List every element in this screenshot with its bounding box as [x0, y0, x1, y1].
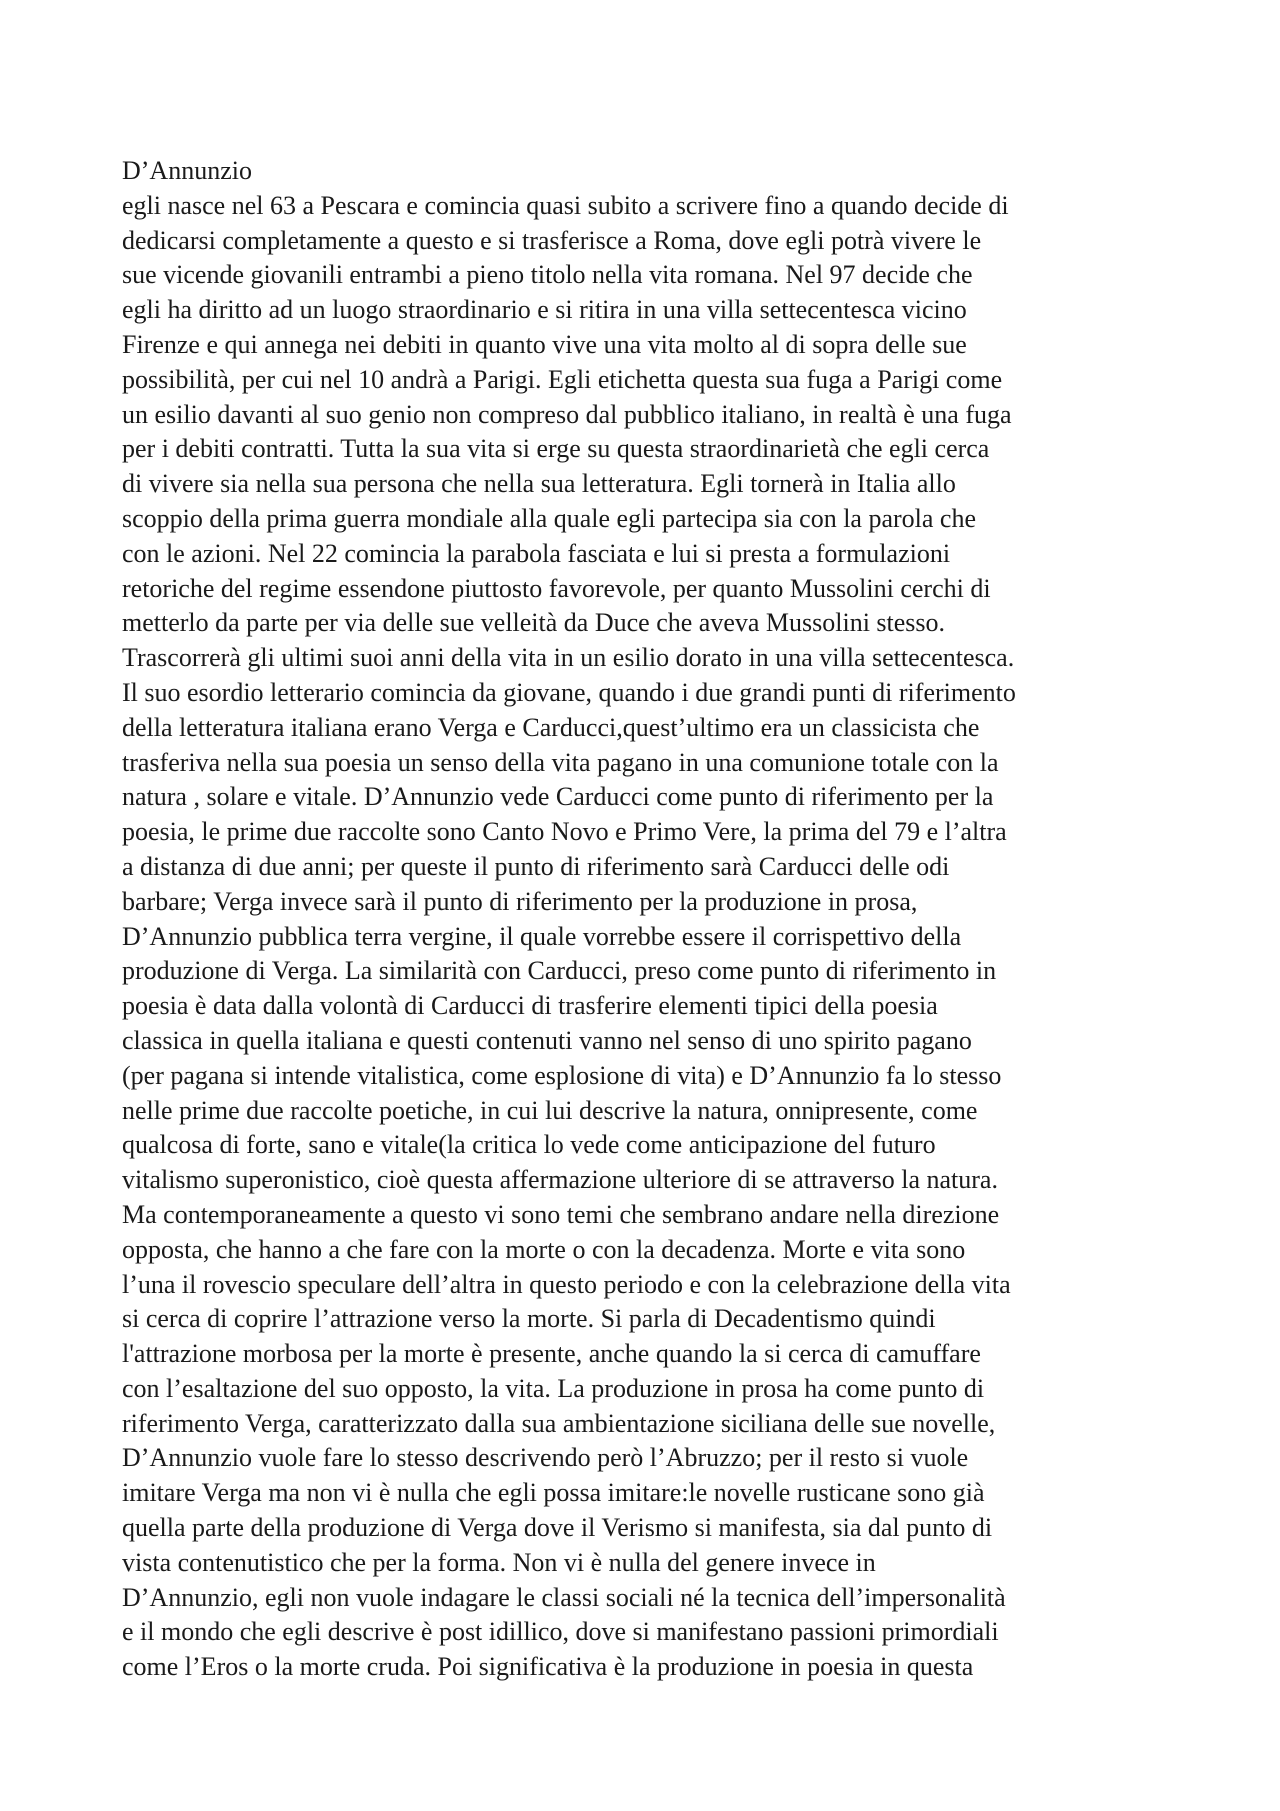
text-line: Il suo esordio letterario comincia da giovane, quando i due grandi punti di riferimento	[122, 677, 1016, 707]
document-body	[122, 154, 1172, 1685]
text-line: della letteratura italiana erano Verga e Carducci,quest’ultimo era un classicista che	[122, 712, 980, 742]
text-line: natura , solare e vitale. D’Annunzio vede Carducci come punto di riferimento per la	[122, 782, 994, 812]
text-line: (per pagana si intende vitalistica, come esplosione di vita) e D’Annunzio fa lo stesso	[122, 1060, 1002, 1090]
text-line: egli ha diritto ad un luogo straordinario e si ritira in una villa settecentesca vicino	[122, 295, 967, 325]
text-line: e il mondo che egli descrive è post idillico, dove si manifestano passioni primordiali	[122, 1617, 999, 1647]
text-line: vista contenutistico che per la forma. Non vi è nulla del genere invece in	[122, 1547, 876, 1577]
text-line: scoppio della prima guerra mondiale alla quale egli partecipa sia con la parola che	[122, 503, 977, 533]
text-line: D’Annunzio pubblica terra vergine, il quale vorrebbe essere il corrispettivo della	[122, 921, 962, 951]
text-line: imitare Verga ma non vi è nulla che egli possa imitare:le novelle rusticane sono già	[122, 1478, 985, 1508]
text-line: retoriche del regime essendone piuttosto favorevole, per quanto Mussolini cerchi di	[122, 573, 991, 603]
text-line: qualcosa di forte, sano e vitale(la critica lo vede come anticipazione del futuro	[122, 1130, 936, 1160]
text-line: sue vicende giovanili entrambi a pieno titolo nella vita romana. Nel 97 decide che	[122, 260, 973, 290]
text-line: con le azioni. Nel 22 comincia la parabola fasciata e lui si presta a formulazioni	[122, 538, 951, 568]
text-line: poesia, le prime due raccolte sono Canto Novo e Primo Vere, la prima del 79 e l’altra	[122, 817, 1007, 847]
text-line: classica in quella italiana e questi contenuti vanno nel senso di uno spirito pagano	[122, 1025, 972, 1055]
text-line: metterlo da parte per via delle sue velleità da Duce che aveva Mussolini stesso.	[122, 608, 946, 638]
text-line: possibilità, per cui nel 10 andrà a Parigi. Egli etichetta questa sua fuga a Parigi come	[122, 364, 1003, 394]
text-line: dedicarsi completamente a questo e si trasferisce a Roma, dove egli potrà vivere le	[122, 225, 982, 255]
text-line: con l’esaltazione del suo opposto, la vita. La produzione in prosa ha come punto di	[122, 1373, 985, 1403]
text-line: come l’Eros o la morte cruda. Poi significativa è la produzione in poesia in questa	[122, 1652, 974, 1682]
text-line: quella parte della produzione di Verga dove il Verismo si manifesta, sia dal punto di	[122, 1513, 993, 1543]
text-line: per i debiti contratti. Tutta la sua vita si erge su questa straordinarietà che egli cerca	[122, 434, 990, 464]
text-line: di vivere sia nella sua persona che nella sua letteratura. Egli tornerà in Italia allo	[122, 469, 956, 499]
text-line: egli nasce nel 63 a Pescara e comincia quasi subito a scrivere fino a quando decide di	[122, 190, 1009, 220]
text-line: riferimento Verga, caratterizzato dalla sua ambientazione siciliana delle sue novelle,	[122, 1408, 996, 1438]
text-line: vitalismo superonistico, cioè questa affermazione ulteriore di se attraverso la natura.	[122, 1165, 998, 1195]
text-line: si cerca di coprire l’attrazione verso la morte. Si parla di Decadentismo quindi	[122, 1304, 936, 1334]
text-line: poesia è data dalla volontà di Carducci di trasferire elementi tipici della poesia	[122, 991, 938, 1021]
text-line: Firenze e qui annega nei debiti in quanto vive una vita molto al di sopra delle sue	[122, 329, 967, 359]
text-line: Ma contemporaneamente a questo vi sono temi che sembrano andare nella direzione	[122, 1199, 1000, 1229]
text-line: nelle prime due raccolte poetiche, in cui lui descrive la natura, onnipresente, come	[122, 1095, 978, 1125]
text-line: D’Annunzio, egli non vuole indagare le classi sociali né la tecnica dell’impersonalità	[122, 1582, 1006, 1612]
text-line: barbare; Verga invece sarà il punto di riferimento per la produzione in prosa,	[122, 886, 918, 916]
text-line: un esilio davanti al suo genio non compreso dal pubblico italiano, in realtà è una fuga	[122, 399, 1012, 429]
text-line: produzione di Verga. La similarità con Carducci, preso come punto di riferimento in	[122, 956, 997, 986]
document-title: D’Annunzio	[122, 156, 252, 185]
text-line: D’Annunzio vuole fare lo stesso descrivendo però l’Abruzzo; per il resto si vuole	[122, 1443, 969, 1473]
text-line: l'attrazione morbosa per la morte è presente, anche quando la si cerca di camuffare	[122, 1339, 981, 1369]
text-line: trasferiva nella sua poesia un senso della vita pagano in una comunione totale con la	[122, 747, 999, 777]
text-line: a distanza di due anni; per queste il punto di riferimento sarà Carducci delle odi	[122, 851, 950, 881]
text-line: opposta, che hanno a che fare con la morte o con la decadenza. Morte e vita sono	[122, 1234, 966, 1264]
text-line: Trascorrerà gli ultimi suoi anni della vita in un esilio dorato in una villa settecentesca.	[122, 643, 1015, 673]
text-line: l’una il rovescio speculare dell’altra in questo periodo e con la celebrazione della vita	[122, 1269, 1011, 1299]
